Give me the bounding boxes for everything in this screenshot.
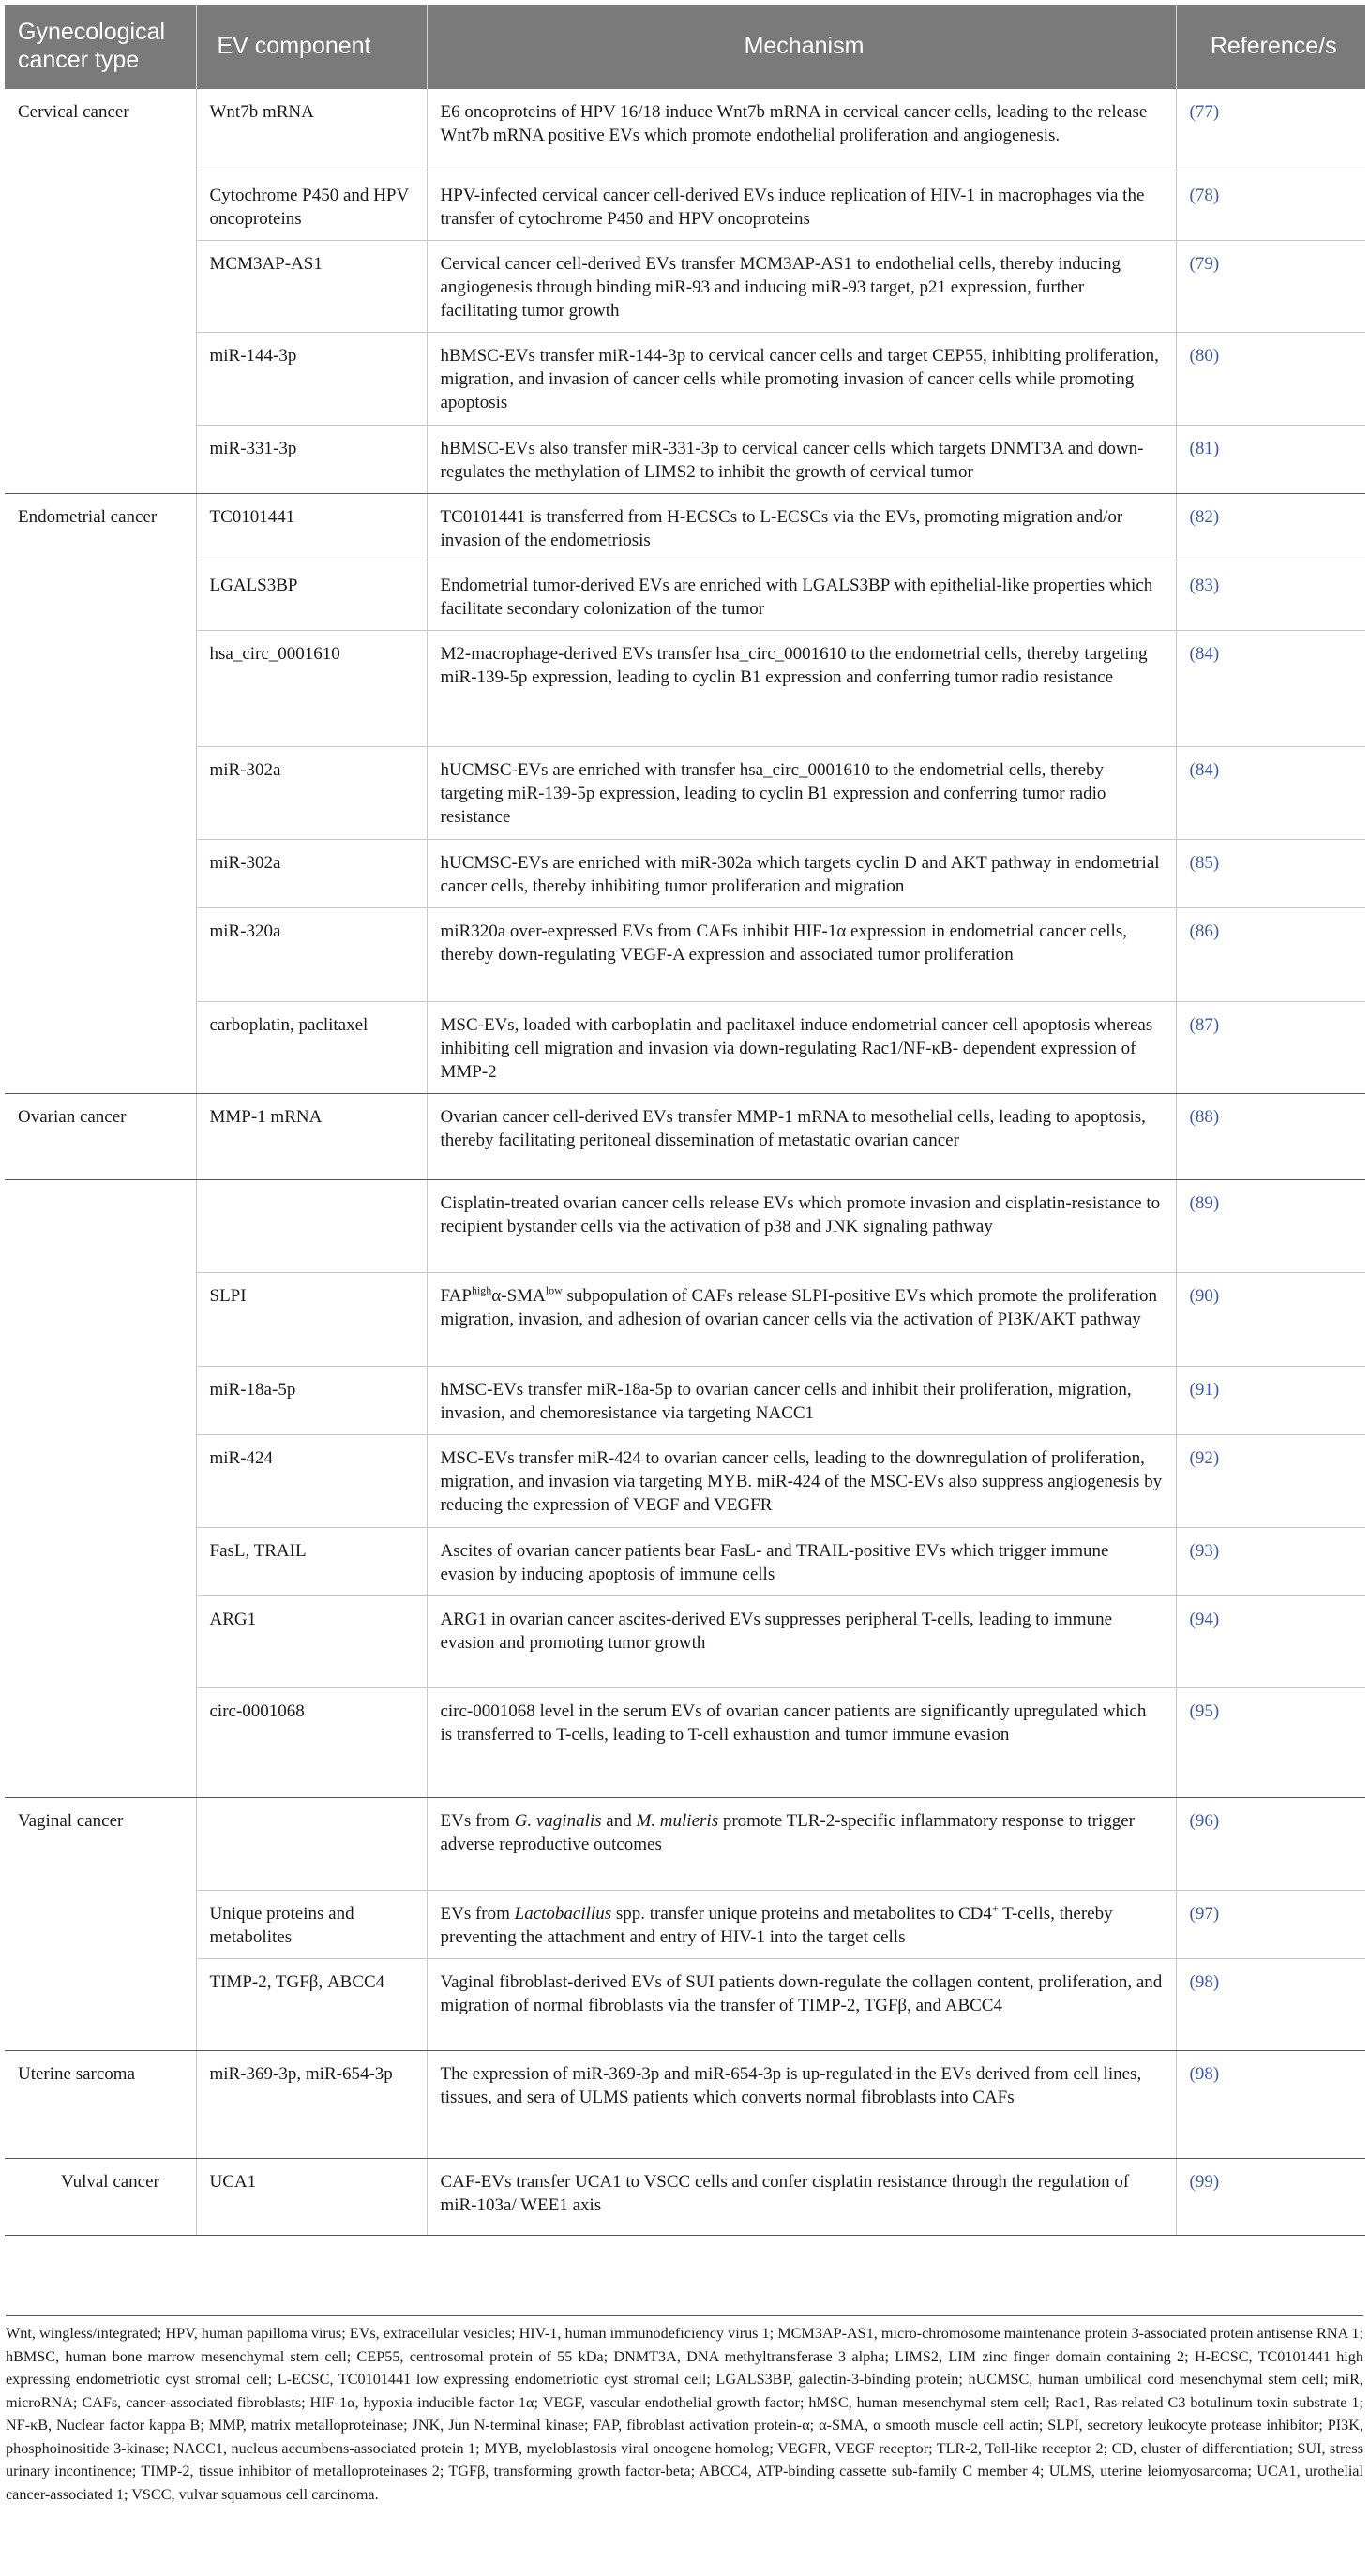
reference-link[interactable]: (81) (1176, 425, 1365, 493)
ev-component-cell: miR-369-3p, miR-654-3p (196, 2050, 427, 2158)
mechanism-text-part: α-SMA (491, 1285, 546, 1306)
mechanism-cell: MSC-EVs transfer miR-424 to ovarian cancer cells, leading to the downregulation of proliferation, migration, and invasion via targeting MYB. miR-424 of the MSC-EVs also suppress angiogenesis by reducing the expression of VEGF and VEGFR (427, 1434, 1176, 1527)
table-row (5, 630, 1365, 746)
mechanism-cell: ARG1 in ovarian cancer ascites-derived EVs suppresses peripheral T-cells, leading to immune evasion and promoting tumor growth (427, 1595, 1176, 1687)
reference-link[interactable]: (77) (1176, 89, 1365, 172)
reference-link[interactable]: (88) (1176, 1093, 1365, 1179)
mechanism-text-part: and (601, 1810, 637, 1831)
table-row (5, 1595, 1365, 1687)
reference-link[interactable]: (93) (1176, 1527, 1365, 1595)
reference-link[interactable]: (78) (1176, 172, 1365, 240)
header-references: Reference/s (1176, 5, 1365, 89)
table-row (5, 172, 1365, 240)
ev-component-cell: hsa_circ_0001610 (196, 630, 427, 746)
ev-component-cell: TIMP-2, TGFβ, ABCC4 (196, 1958, 427, 2050)
mechanism-cell: Ascites of ovarian cancer patients bear FasL- and TRAIL-positive EVs which trigger immune evasion by inducing apoptosis of immune cells (427, 1527, 1176, 1595)
table-row (5, 907, 1365, 1001)
cancer-type-cell: Cervical cancer (5, 89, 196, 493)
reference-link[interactable]: (90) (1176, 1272, 1365, 1366)
reference-link[interactable]: (86) (1176, 907, 1365, 1001)
reference-link[interactable]: (92) (1176, 1434, 1365, 1527)
reference-link[interactable]: (85) (1176, 839, 1365, 907)
ev-component-cell: SLPI (196, 1272, 427, 1366)
cancer-type-cell: Vaginal cancer (5, 1797, 196, 2050)
reference-link[interactable]: (98) (1176, 2050, 1365, 2158)
reference-link[interactable]: (95) (1176, 1687, 1365, 1797)
reference-link[interactable]: (97) (1176, 1890, 1365, 1958)
mechanism-text-part: spp. transfer unique proteins and metabolites to CD4 (611, 1903, 992, 1924)
table-row (5, 425, 1365, 493)
ev-component-cell: ARG1 (196, 1595, 427, 1687)
table-header-row (5, 5, 1365, 89)
ev-component-cell: LGALS3BP (196, 562, 427, 630)
reference-link[interactable]: (94) (1176, 1595, 1365, 1687)
mechanism-cell: hBMSC-EVs also transfer miR-331-3p to cervical cancer cells which targets DNMT3A and down-regulates the methylation of LIMS2 to inhibit the growth of cervical tumor (427, 425, 1176, 493)
mechanism-text-part: EVs from (440, 1903, 515, 1924)
cancer-type-cell: Endometrial cancer (5, 493, 196, 1093)
table-row (5, 332, 1365, 425)
header-cancer-type: Gynecological cancer type (5, 5, 196, 89)
mechanism-text-part: promote TLR-2-specific inflammatory response to trigger adverse reproductive outcomes (440, 1810, 1136, 1854)
ev-component-cell: FasL, TRAIL (196, 1527, 427, 1595)
cancer-type-cell: Ovarian cancer (5, 1093, 196, 1179)
ev-component-cell: carboplatin, paclitaxel (196, 1001, 427, 1093)
mechanism-cell: Ovarian cancer cell-derived EVs transfer MMP-1 mRNA to mesothelial cells, leading to apoptosis, thereby facilitating peritoneal dissemination of metastatic ovarian cancer (427, 1093, 1176, 1179)
ev-component-cell: miR-302a (196, 839, 427, 907)
mechanism-cell: The expression of miR-369-3p and miR-654-3p is up-regulated in the EVs derived from cell lines, tissues, and sera of ULMS patients which converts normal fibroblasts into CAFs (427, 2050, 1176, 2158)
mechanism-cell: Cisplatin-treated ovarian cancer cells release EVs which promote invasion and cisplatin-resistance to recipient bystander cells via the activation of p38 and JNK signaling pathway (427, 1179, 1176, 1272)
ev-component-cell: Wnt7b mRNA (196, 89, 427, 172)
reference-link[interactable]: (79) (1176, 240, 1365, 332)
cancer-type-cell (5, 1179, 196, 1797)
ev-component-cell: miR-320a (196, 907, 427, 1001)
reference-link[interactable]: (99) (1176, 2158, 1365, 2235)
ev-component-cell: Cytochrome P450 and HPV oncoproteins (196, 172, 427, 240)
ev-component-cell (196, 1179, 427, 1272)
reference-link[interactable]: (87) (1176, 1001, 1365, 1093)
mechanism-text-part: + (991, 1901, 999, 1915)
mechanism-text-part: T-cells, thereby preventing the attachment and entry of HIV-1 into the target cells (440, 1903, 1113, 1947)
table-row (5, 1093, 1365, 1179)
mechanism-cell: E6 oncoproteins of HPV 16/18 induce Wnt7b mRNA in cervical cancer cells, leading to the release Wnt7b mRNA positive EVs which promote endothelial proliferation and angiogenesis. (427, 89, 1176, 172)
table-row (5, 1001, 1365, 1093)
table-row (5, 1797, 1365, 1890)
header-ev-component: EV component (196, 5, 427, 89)
ev-component-cell: MCM3AP-AS1 (196, 240, 427, 332)
ev-component-cell: miR-144-3p (196, 332, 427, 425)
mechanism-text-part: FAP (440, 1285, 472, 1306)
reference-link[interactable]: (82) (1176, 493, 1365, 562)
mechanism-text-part: low (545, 1283, 563, 1297)
reference-link[interactable]: (91) (1176, 1366, 1365, 1434)
ev-component-cell: Unique proteins and metabolites (196, 1890, 427, 1958)
mechanism-cell (427, 1272, 1176, 1366)
table-row (5, 839, 1365, 907)
mechanism-cell: Vaginal fibroblast-derived EVs of SUI patients down-regulate the collagen content, proliferation, and migration of normal fibroblasts via the transfer of TIMP-2, TGFβ, and ABCC4 (427, 1958, 1176, 2050)
table-row (5, 1890, 1365, 1958)
mechanism-cell: hUCMSC-EVs are enriched with miR-302a which targets cyclin D and AKT pathway in endometrial cancer cells, thereby inhibiting tumor proliferation and migration (427, 839, 1176, 907)
table-row (5, 493, 1365, 562)
mechanism-cell: hMSC-EVs transfer miR-18a-5p to ovarian cancer cells and inhibit their proliferation, migration, invasion, and chemoresistance via targeting NACC1 (427, 1366, 1176, 1434)
reference-link[interactable]: (80) (1176, 332, 1365, 425)
table-row (5, 2050, 1365, 2158)
mechanism-text-part: G. vaginalis (514, 1810, 602, 1831)
table-row (5, 1179, 1365, 1272)
ev-component-cell (196, 1797, 427, 1890)
table-footnote: Wnt, wingless/integrated; HPV, human papilloma virus; EVs, extracellular vesicles; HIV-1, human immunodeficiency virus 1; MCM3AP-AS1, micro-chromosome maintenance protein 3-associated protein antisense RNA 1; hBMSC, human bone marrow mesenchymal stem cell; CEP55, centrosomal protein of 55 kDa; DNMT3A, DNA methyltransferase 3 alpha; LIMS2, LIM zinc finger domain containing 2; H-ECSC, TC0101441 high expressing endometriotic cyst stromal cell; L-ECSC, TC0101441 low expressing endometriotic cyst stromal cell; LGALS3BP, galectin-3-binding protein; hUCMSC, human umbilical cord mesenchymal stem cell; miR, microRNA; CAFs, cancer-associated fibroblasts; HIF-1α, hypoxia-inducible factor 1α; VEGF, vascular endothelial growth factor; hMSC, human mesenchymal stem cell; Rac1, Ras-related C3 botulinum toxin substrate 1; NF-κB, Nuclear factor kappa B; MMP, matrix metalloproteinase; JNK, Jun N-terminal kinase; FAP, fibroblast activation protein-α; α-SMA, α smooth muscle cell actin; SLPI, secretory leukocyte protease inhibitor; PI3K, phosphoinositide 3-kinase; NACC1, nucleus accumbens-associated protein 1; MYB, myeloblastosis viral oncogene homolog; VEGFR, VEGF receptor; TLR-2, Toll-like receptor 2; CD, cluster of differentiation; SUI, stress urinary incontinence; TIMP-2, tissue inhibitor of metalloproteinases 2; TGFβ, transforming growth factor-beta; ABCC4, ATP-binding cassette sub-family C member 4; ULMS, uterine leiomyosarcoma; UCA1, urothelial cancer-associated 1; VSCC, vulvar squamous cell carcinoma. (6, 2315, 1363, 2506)
table-row (5, 1687, 1365, 1797)
header-mechanism: Mechanism (427, 5, 1176, 89)
mechanism-cell: miR320a over-expressed EVs from CAFs inhibit HIF-1α expression in endometrial cancer cells, thereby down-regulating VEGF-A expression and associated tumor proliferation (427, 907, 1176, 1001)
reference-link[interactable]: (83) (1176, 562, 1365, 630)
reference-link[interactable]: (89) (1176, 1179, 1365, 1272)
mechanism-cell: Cervical cancer cell-derived EVs transfer MCM3AP-AS1 to endothelial cells, thereby inducing angiogenesis through binding miR-93 and inducing miR-93 target, p21 expression, further facilitating tumor growth (427, 240, 1176, 332)
ev-component-cell: UCA1 (196, 2158, 427, 2235)
ev-component-cell: miR-18a-5p (196, 1366, 427, 1434)
ev-component-cell: miR-302a (196, 746, 427, 839)
mechanism-cell (427, 1890, 1176, 1958)
table-row (5, 746, 1365, 839)
mechanism-cell: hBMSC-EVs transfer miR-144-3p to cervical cancer cells and target CEP55, inhibiting proliferation, migration, and invasion of cancer cells while promoting invasion of cancer cells while promoting apoptosis (427, 332, 1176, 425)
mechanism-cell: HPV-infected cervical cancer cell-derived EVs induce replication of HIV-1 in macrophages via the transfer of cytochrome P450 and HPV oncoproteins (427, 172, 1176, 240)
mechanism-cell: MSC-EVs, loaded with carboplatin and paclitaxel induce endometrial cancer cell apoptosis whereas inhibiting cell migration and invasion via down-regulating Rac1/NF-κB- dependent expression of MMP-2 (427, 1001, 1176, 1093)
reference-link[interactable]: (84) (1176, 746, 1365, 839)
mechanism-cell: M2-macrophage-derived EVs transfer hsa_circ_0001610 to the endometrial cells, thereby targeting miR-139-5p expression, leading to cyclin B1 expression and conferring tumor radio resistance (427, 630, 1176, 746)
ev-component-cell: miR-424 (196, 1434, 427, 1527)
ev-components-table (5, 5, 1365, 2236)
table-row (5, 1434, 1365, 1527)
cancer-type-cell: Vulval cancer (5, 2158, 196, 2235)
table-row (5, 562, 1365, 630)
table-row (5, 2158, 1365, 2235)
mechanism-text-part: EVs from (440, 1810, 515, 1831)
table-row (5, 1272, 1365, 1366)
reference-link[interactable]: (98) (1176, 1958, 1365, 2050)
mechanism-cell: Endometrial tumor-derived EVs are enriched with LGALS3BP with epithelial-like properties which facilitate secondary colonization of the tumor (427, 562, 1176, 630)
cancer-type-cell: Uterine sarcoma (5, 2050, 196, 2158)
mechanism-text-part: subpopulation of CAFs release SLPI-positive EVs which promote the proliferation migration, invasion, and adhesion of ovarian cancer cells via the activation of PI3K/AKT pathway (440, 1285, 1158, 1329)
mechanism-cell: TC0101441 is transferred from H-ECSCs to L-ECSCs via the EVs, promoting migration and/or invasion of the endometriosis (427, 493, 1176, 562)
ev-component-cell: TC0101441 (196, 493, 427, 562)
mechanism-text-part: M. mulieris (636, 1810, 719, 1831)
table-row (5, 1366, 1365, 1434)
mechanism-cell: hUCMSC-EVs are enriched with transfer hsa_circ_0001610 to the endometrial cells, thereby targeting miR-139-5p expression, leading to cyclin B1 expression and conferring tumor radio resistance (427, 746, 1176, 839)
ev-component-cell: circ-0001068 (196, 1687, 427, 1797)
ev-component-cell: miR-331-3p (196, 425, 427, 493)
mechanism-cell: CAF-EVs transfer UCA1 to VSCC cells and confer cisplatin resistance through the regulation of miR-103a/ WEE1 axis (427, 2158, 1176, 2235)
mechanism-text-part: Lactobacillus (514, 1903, 612, 1924)
ev-component-cell: MMP-1 mRNA (196, 1093, 427, 1179)
table-row (5, 1958, 1365, 2050)
table-row (5, 1527, 1365, 1595)
table-row (5, 240, 1365, 332)
mechanism-text-part: high (471, 1283, 492, 1297)
reference-link[interactable]: (96) (1176, 1797, 1365, 1890)
table-row (5, 89, 1365, 172)
mechanism-cell: circ-0001068 level in the serum EVs of ovarian cancer patients are significantly upregulated which is transferred to T-cells, leading to T-cell exhaustion and tumor immune evasion (427, 1687, 1176, 1797)
reference-link[interactable]: (84) (1176, 630, 1365, 746)
mechanism-cell (427, 1797, 1176, 1890)
